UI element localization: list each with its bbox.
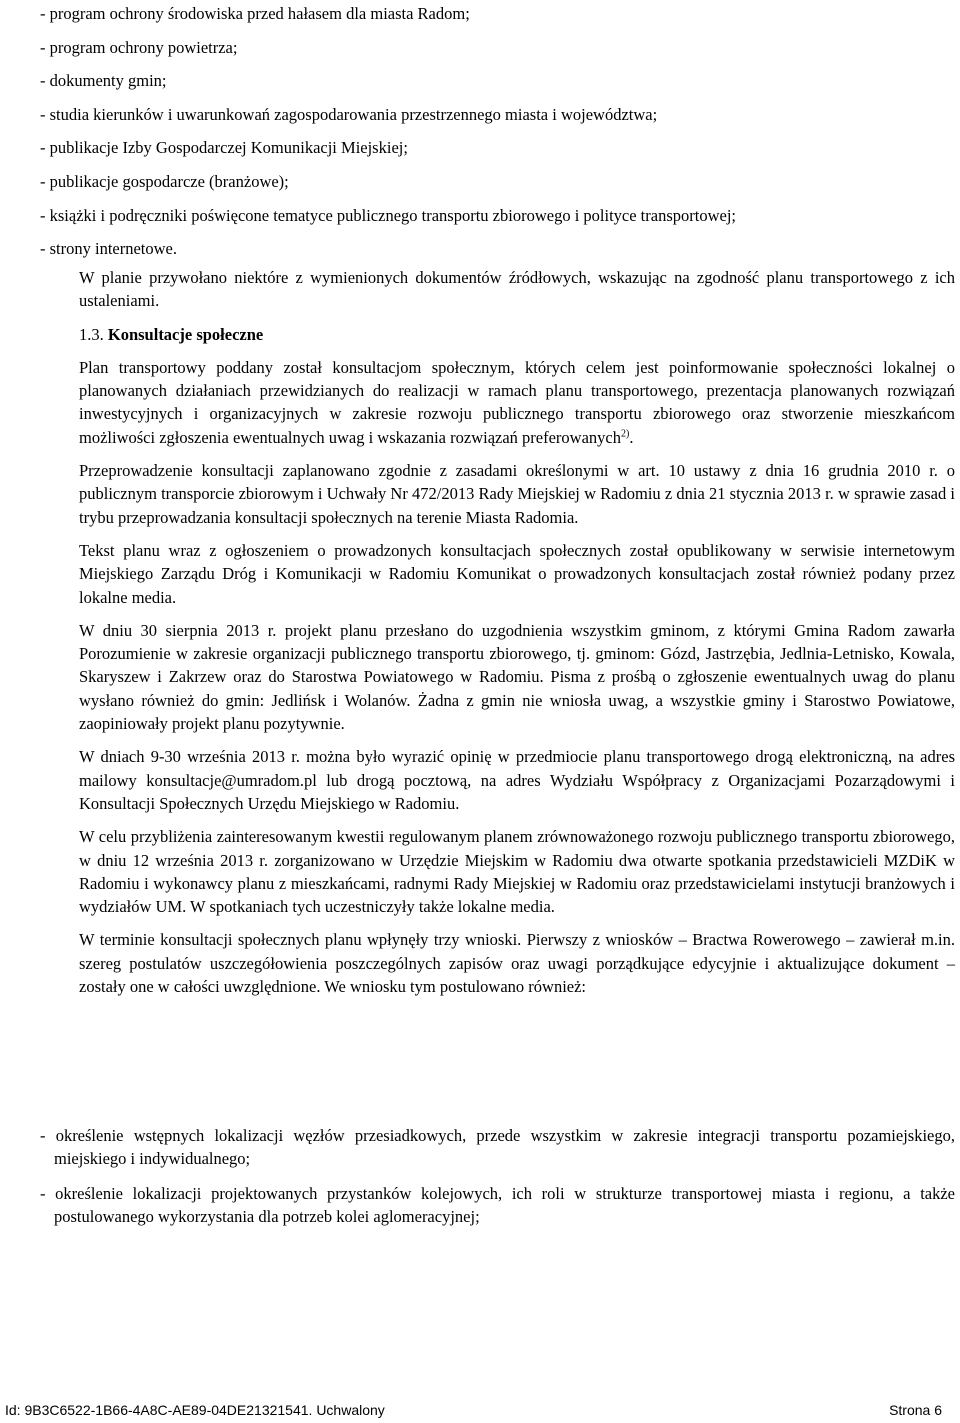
paragraph-municipalities: W dniu 30 sierpnia 2013 r. projekt planu przesłano do uzgodnienia wszystkim gminom, z którymi Gmina Radom zawarła Porozumienie w zakresie organizacji publicznego transportu zbiorowego, tj. gminom: Gózd, Jastrzębia, Jedlnia-Letnisko, Kowala, Skaryszew i Zakrzew oraz do Starostwa Powiatowego w Radomiu. Pisma z prośbą o zgłoszenie ewentualnych uwag do planu wysłano również do gmin: Jedlińsk i Wolanów. Żadna z gmin nie wniosła uwag, a wszystkie gminy i Starostwo Powiatowe, zaopiniowały projekt planu pozytywnie.: [79, 620, 955, 734]
list-item: - program ochrony powietrza;: [40, 37, 238, 57]
paragraph-consultation-purpose: [79, 356, 955, 449]
postulates-list: [40, 1124, 955, 1239]
section-title: Konsultacje społeczne: [107, 324, 264, 344]
list-item: - określenie lokalizacji projektowanych przystanków kolejowych, ich roli w strukturze transportowej miasta i regionu, a także postulowanego wykorzystania dla potrzeb kolei aglomeracyjnej;: [40, 1183, 955, 1226]
source-documents-list: [40, 2, 920, 271]
list-item: - określenie wstępnych lokalizacji węzłów przesiadkowych, przede wszystkim w zakresie integracji transportu pozamiejskiego, miejskiego i indywidualnego;: [40, 1126, 955, 1169]
intro-paragraph: W planie przywołano niektóre z wymienionych dokumentów źródłowych, wskazując na zgodność planu transportowego z ich ustaleniami.: [79, 268, 955, 311]
paragraph-legal-basis: Przeprowadzenie konsultacji zaplanowano zgodnie z zasadami określonymi w art. 10 ustawy z dnia 16 grudnia 2010 r. o publicznym transporcie zbiorowym i Uchwały Nr 472/2013 Rady Miejskiej w Radomiu z dnia 21 stycznia 2013 r. w sprawie zasad i trybu przeprowadzania konsultacji społecznych na terenie Miasta Radomia.: [79, 461, 955, 527]
paragraph-publication: Tekst planu wraz z ogłoszeniem o prowadzonych konsultacjach społecznych został opublikowany w serwisie internetowym Miejskiego Zarządu Dróg i Komunikacji w Radomiu Komunikat o prowadzonych konsultacjach został również podany przez lokalne media.: [79, 540, 955, 607]
section-heading: [79, 323, 955, 346]
list-item: - książki i podręczniki poświęcone tematyce publicznego transportu zbiorowego i polityce transportowej;: [40, 205, 736, 225]
paragraph-opinions: W dniach 9-30 września 2013 r. można było wyrazić opinię w przedmiocie planu transportowego drogą elektroniczną, na adres mailowy konsultacje@umradom.pl lub drogą pocztową, na adres Wydziału Współpracy z Organizacjami Pozarządowymi i Konsultacji Społecznych Urzędu Miejskiego w Radomiu.: [79, 747, 955, 813]
main-content: [79, 266, 955, 998]
section-number: 1.3.: [79, 324, 104, 344]
footnote-ref: 2): [620, 428, 630, 440]
list-item: - publikacje Izby Gospodarczej Komunikacji Miejskiej;: [40, 138, 408, 158]
paragraph-proposals: W terminie konsultacji społecznych planu wpłynęły trzy wnioski. Pierwszy z wniosków – Bractwa Rowerowego – zawierał m.in. szereg postulatów uszczegółowienia poszczególnych zapisów oraz uwagi porządkujące edycyjnie i aktualizujące dokument – zostały one w całości uwzględnione. We wniosku tym postulowano również:: [79, 930, 955, 997]
list-item: - publikacje gospodarcze (branżowe);: [40, 171, 289, 191]
paragraph-meetings: W celu przybliżenia zainteresowanym kwestii regulowanym planem zrównoważonego rozwoju publicznego transportu zbiorowego, w dniu 12 września 2013 r. zorganizowano w Urzędzie Miejskim w Radomiu dwa otwarte spotkania przedstawicieli MZDiK w Radomiu i wykonawcy planu z mieszkańcami, radnymi Rady Miejskiej w Radomiu oraz przedstawicielami instytucji branżowych i wydziałów UM. W spotkaniach tych uczestniczyły także lokalne media.: [79, 827, 955, 917]
list-item: - program ochrony środowiska przed hałasem dla miasta Radom;: [40, 4, 470, 23]
list-item: - dokumenty gmin;: [40, 71, 167, 91]
paragraph-end: .: [629, 427, 634, 447]
list-item: - strony internetowe.: [40, 239, 178, 259]
list-item: - studia kierunków i uwarunkowań zagospodarowania przestrzennego miasta i województwa;: [40, 104, 658, 124]
page-number: Strona 6: [889, 1402, 942, 1418]
page-footer: [5, 1402, 942, 1418]
document-id: Id: 9B3C6522-1B66-4A8C-AE89-04DE21321541. Uchwalony: [5, 1402, 385, 1418]
paragraph-text: Plan transportowy poddany został konsultacjom społecznym, których celem jest poinformowanie społeczności lokalnej o planowanych działaniach przewidzianych do realizacji w ramach planu transportowego, prezentacja planowanych rozwiązań inwestycyjnych i organizacyjnych w zakresie rozwoju publicznego transportu zbiorowego oraz stworzenie mieszkańcom możliwości zgłoszenia ewentualnych uwag i wskazania rozwiązań preferowanych: [79, 357, 955, 447]
